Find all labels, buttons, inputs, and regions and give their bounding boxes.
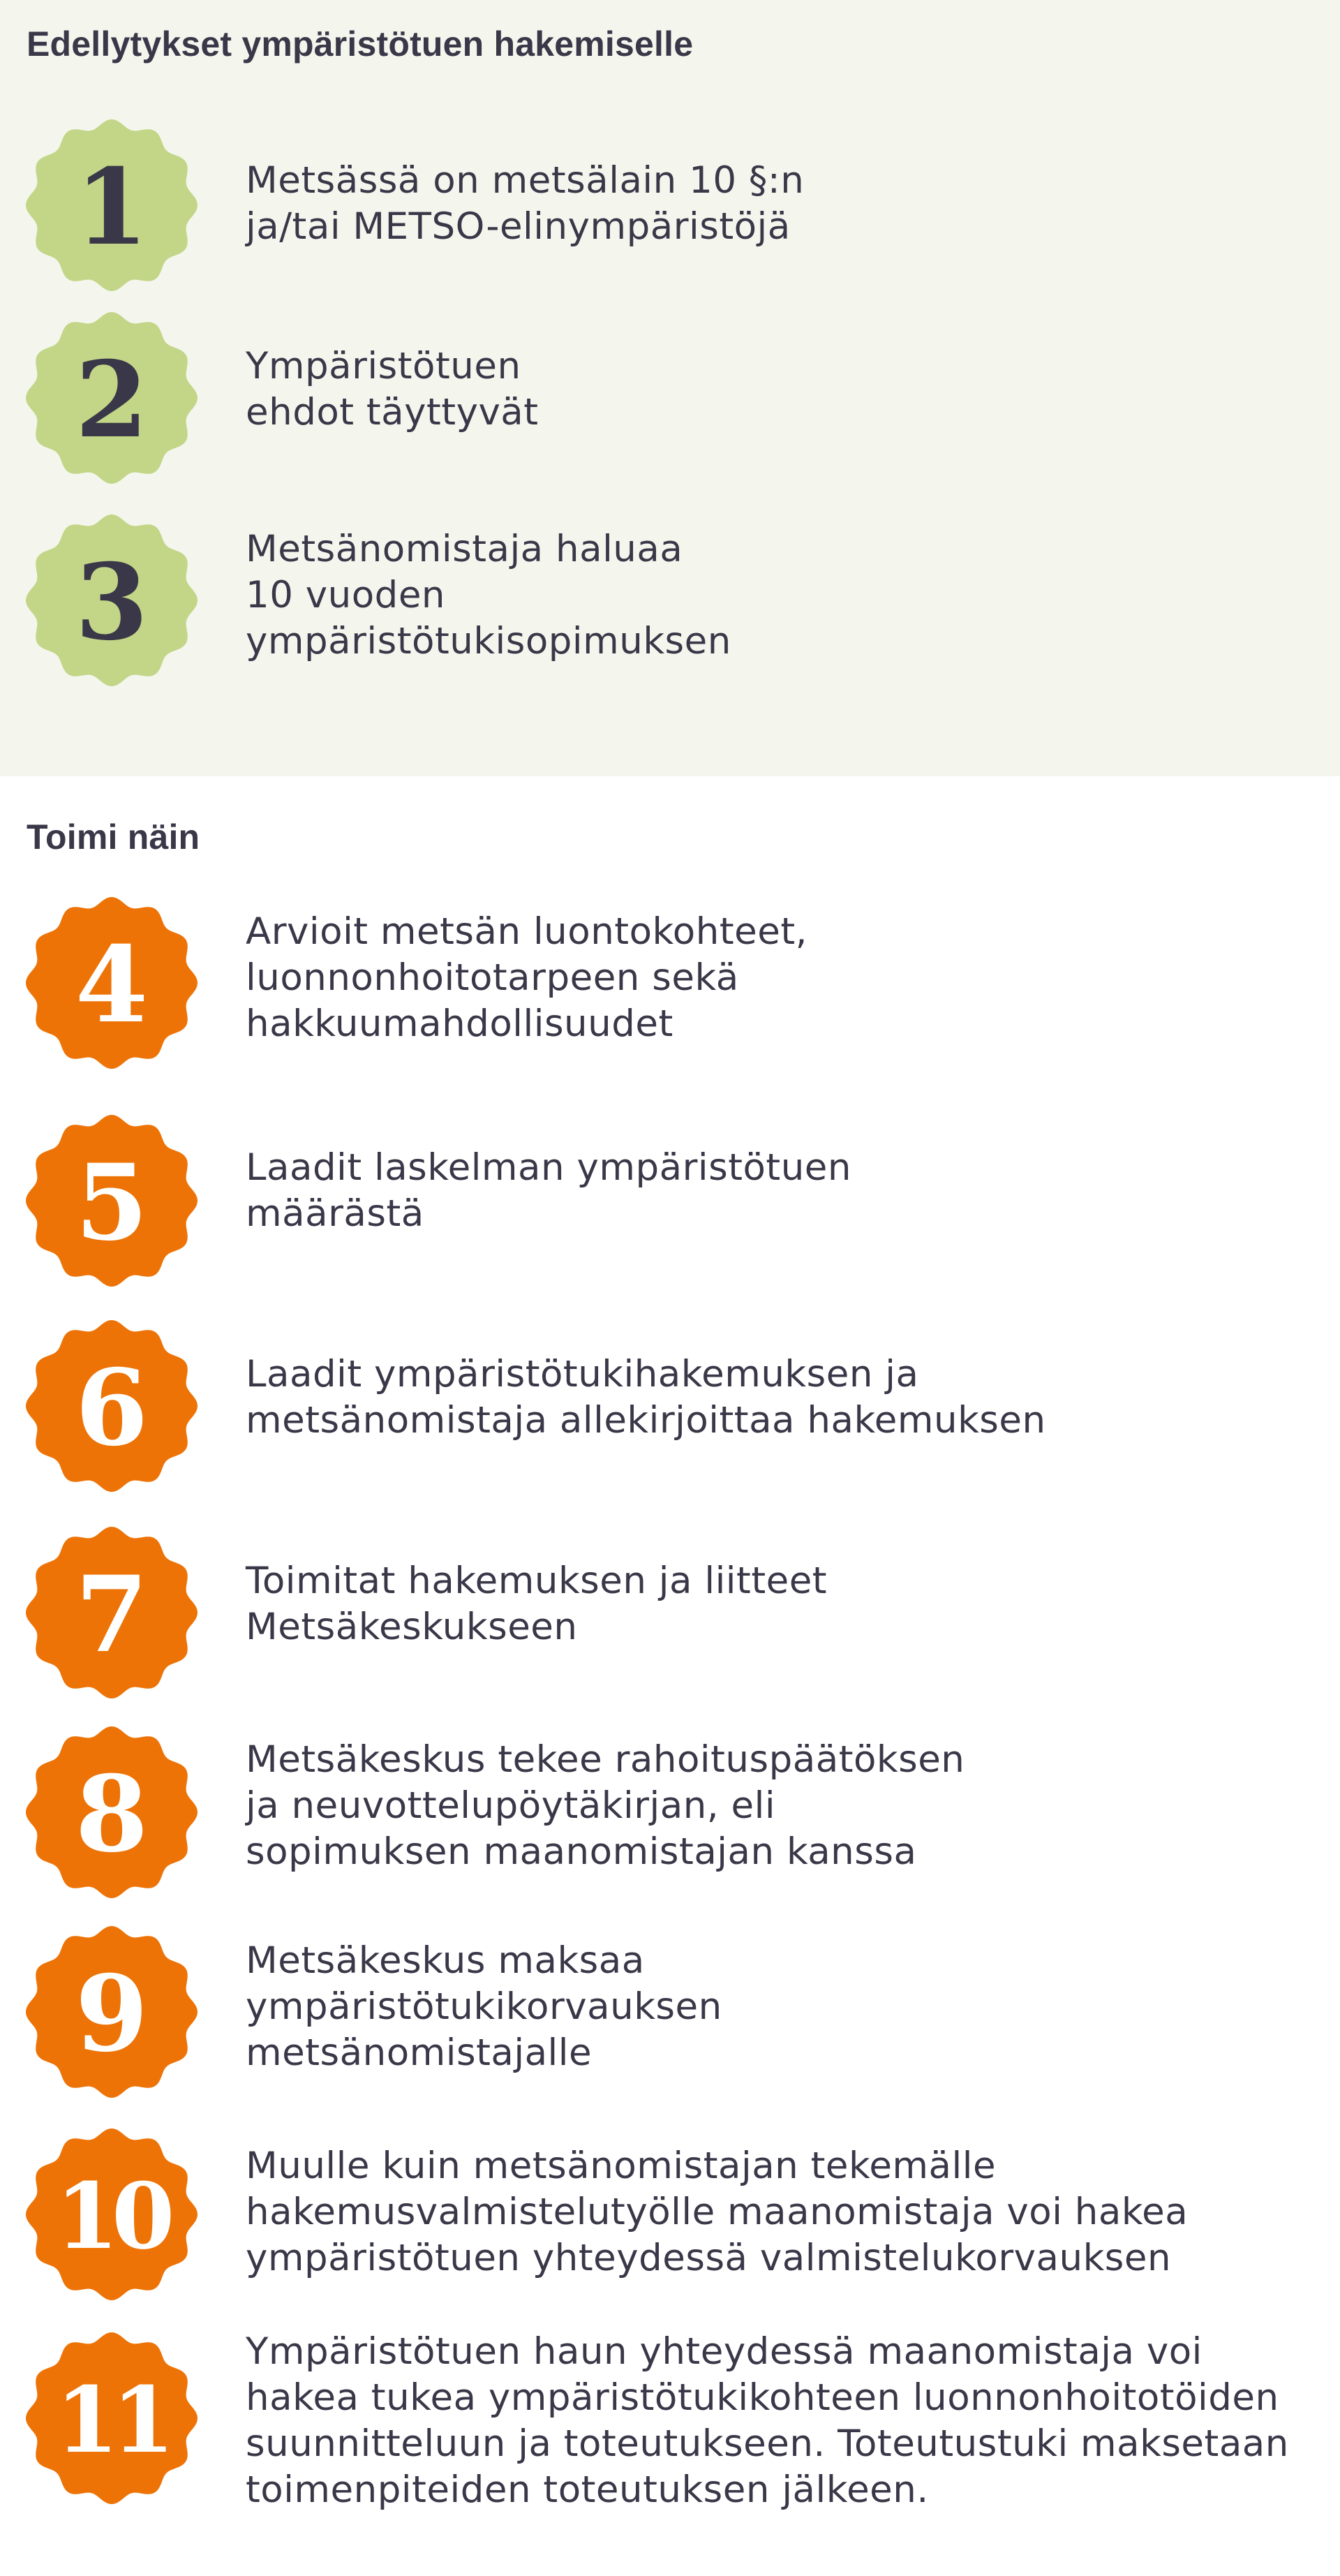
step-text: Ympäristötuen ehdot täyttyvät: [246, 345, 539, 434]
badge-11: [25, 2332, 198, 2505]
badge-10: [25, 2128, 198, 2301]
badge-7: [25, 1526, 198, 1699]
step-number: 10: [55, 2163, 168, 2270]
step-number: 4: [75, 924, 149, 1046]
badge-3: [25, 514, 198, 687]
badge-2: [25, 311, 198, 484]
badge-6: [25, 1319, 198, 1493]
step-number: 3: [75, 541, 149, 664]
instructions-heading: Toimi näin: [27, 817, 200, 857]
step-number: 5: [75, 1141, 149, 1264]
step-number: 2: [75, 339, 149, 461]
step-number: 1: [75, 146, 149, 269]
step-text: Arvioit metsän luontokohteet, luonnonhoitotarpeen sekä hakkuumahdollisuudet: [246, 910, 807, 1045]
step-number: 7: [75, 1553, 149, 1676]
badge-9: [25, 1925, 198, 2098]
step-text: Muulle kuin metsänomistajan tekemälle hakemusvalmistelutyölle maanomistaja voi hakea ympäristötuen yhteydessä valmistelukorvauksen: [246, 2145, 1189, 2279]
badge-1: [25, 119, 198, 292]
step-text: Metsänomistaja haluaa 10 vuoden ympäristötukisopimuksen: [246, 528, 731, 662]
step-text: Metsäkeskus maksaa ympäristötukikorvauksen metsänomistajalle: [246, 1939, 722, 2074]
step-text: Metsässä on metsälain 10 §:n ja/tai METSO-elinympäristöjä: [246, 159, 805, 248]
step-number: 11: [55, 2367, 168, 2473]
badge-8: [25, 1726, 198, 1899]
badge-5: [25, 1114, 198, 1287]
step-text: Toimitat hakemuksen ja liitteet Metsäkeskukseen: [246, 1560, 828, 1648]
step-number: 9: [75, 1953, 149, 2075]
step-number: 6: [75, 1347, 149, 1470]
requirements-heading: Edellytykset ympäristötuen hakemiselle: [27, 24, 694, 64]
step-text: Ympäristötuen haun yhteydessä maanomistaja voi hakea tukea ympäristötukikohteen luonnonhoitotöiden suunnitteluun ja toteutukseen. Toteutustuki maksetaan toimenpiteiden toteutuksen jälkeen.: [246, 2330, 1289, 2511]
step-text: Metsäkeskus tekee rahoituspäätöksen ja neuvottelupöytäkirjan, eli sopimuksen maanomistajan kanssa: [246, 1738, 965, 1873]
step-text: Laadit laskelman ympäristötuen määrästä: [246, 1146, 851, 1235]
step-number: 8: [75, 1753, 149, 1876]
badge-4: [25, 896, 198, 1069]
step-text: Laadit ympäristötukihakemuksen ja metsänomistaja allekirjoittaa hakemuksen: [246, 1353, 1046, 1442]
